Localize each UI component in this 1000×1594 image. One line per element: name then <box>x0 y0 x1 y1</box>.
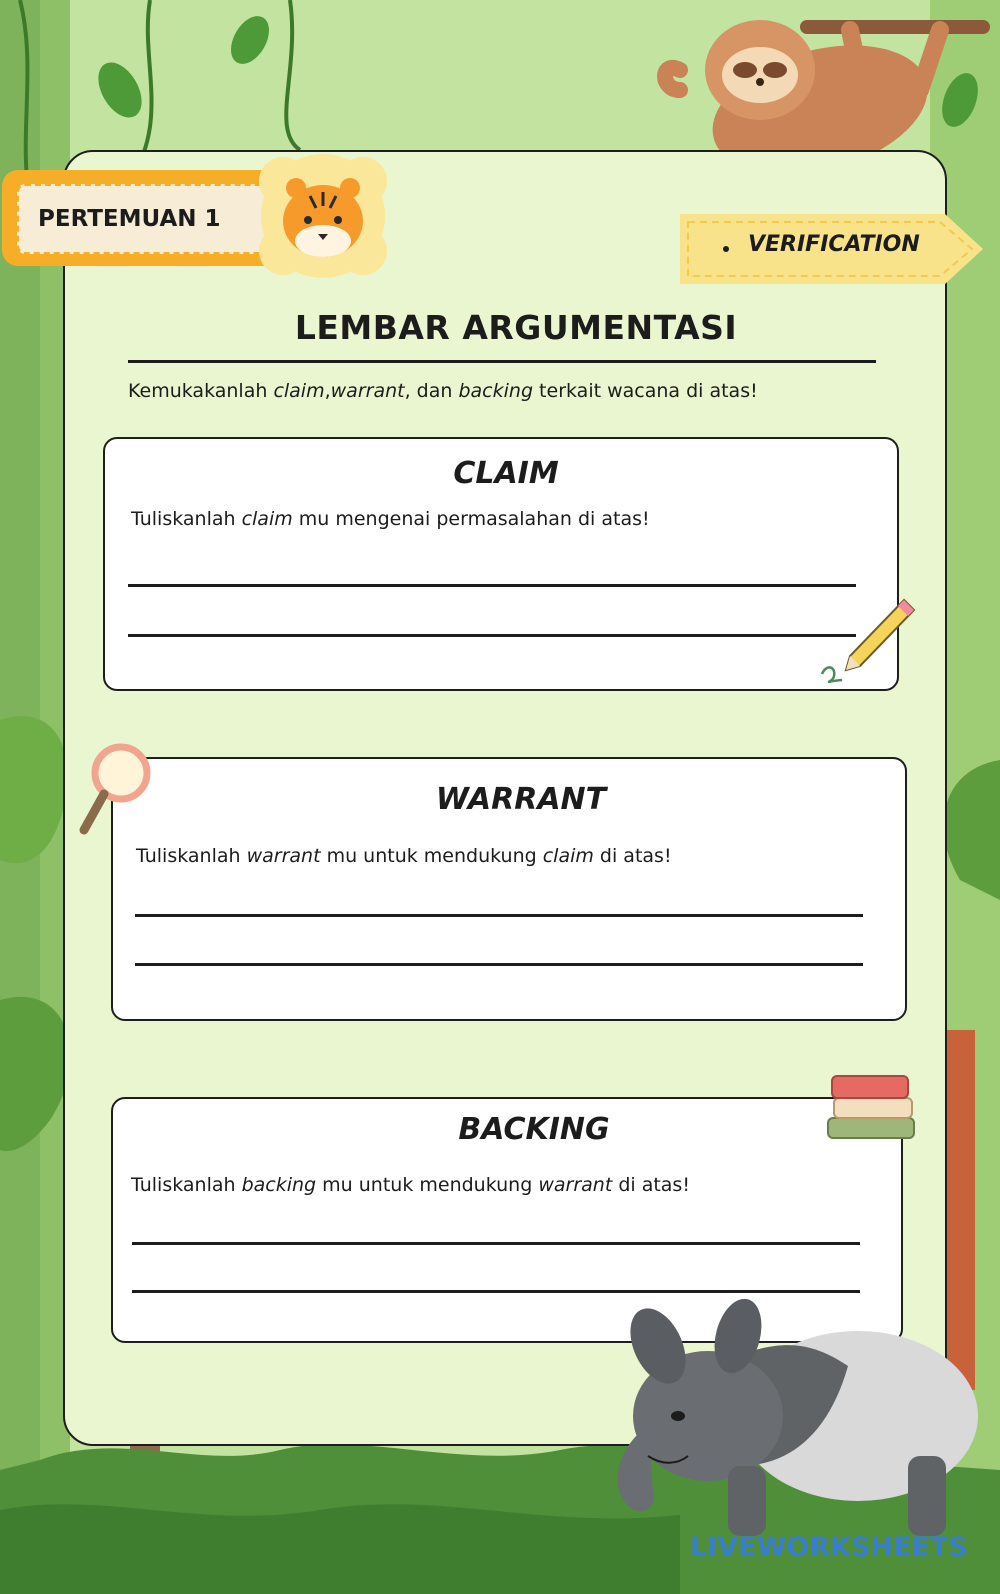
warrant-answer-line-1[interactable] <box>135 914 863 917</box>
backing-answer-line-2[interactable] <box>132 1290 860 1293</box>
pencil-icon <box>812 594 920 690</box>
warrant-answer-line-2[interactable] <box>135 963 863 966</box>
backing-prompt: Tuliskanlah backing mu untuk mendukung warrant di atas! <box>131 1174 690 1196</box>
instruction-text: Kemukakanlah claim,warrant, dan backing terkait wacana di atas! <box>128 380 758 402</box>
books-stack-icon <box>820 1068 920 1148</box>
claim-prompt: Tuliskanlah claim mu mengenai permasalahan di atas! <box>131 508 650 530</box>
title-divider <box>128 360 876 363</box>
backing-heading: BACKING <box>458 1112 610 1147</box>
session-label: PERTEMUAN 1 <box>38 206 221 232</box>
claim-heading: CLAIM <box>453 456 559 491</box>
magnifying-glass-icon <box>76 740 156 840</box>
verification-label: VERIFICATION <box>748 232 920 257</box>
backing-answer-line-1[interactable] <box>132 1242 860 1245</box>
tapir-illustration <box>588 1296 988 1546</box>
claim-answer-line-2[interactable] <box>128 634 856 637</box>
liveworksheets-watermark: LIVEWORKSHEETS <box>690 1532 968 1563</box>
page-title: LEMBAR ARGUMENTASI <box>294 308 738 347</box>
warrant-heading: WARRANT <box>435 782 607 817</box>
claim-answer-line-1[interactable] <box>128 584 856 587</box>
tiger-badge-icon <box>248 146 398 286</box>
warrant-prompt: Tuliskanlah warrant mu untuk mendukung claim di atas! <box>136 845 672 867</box>
